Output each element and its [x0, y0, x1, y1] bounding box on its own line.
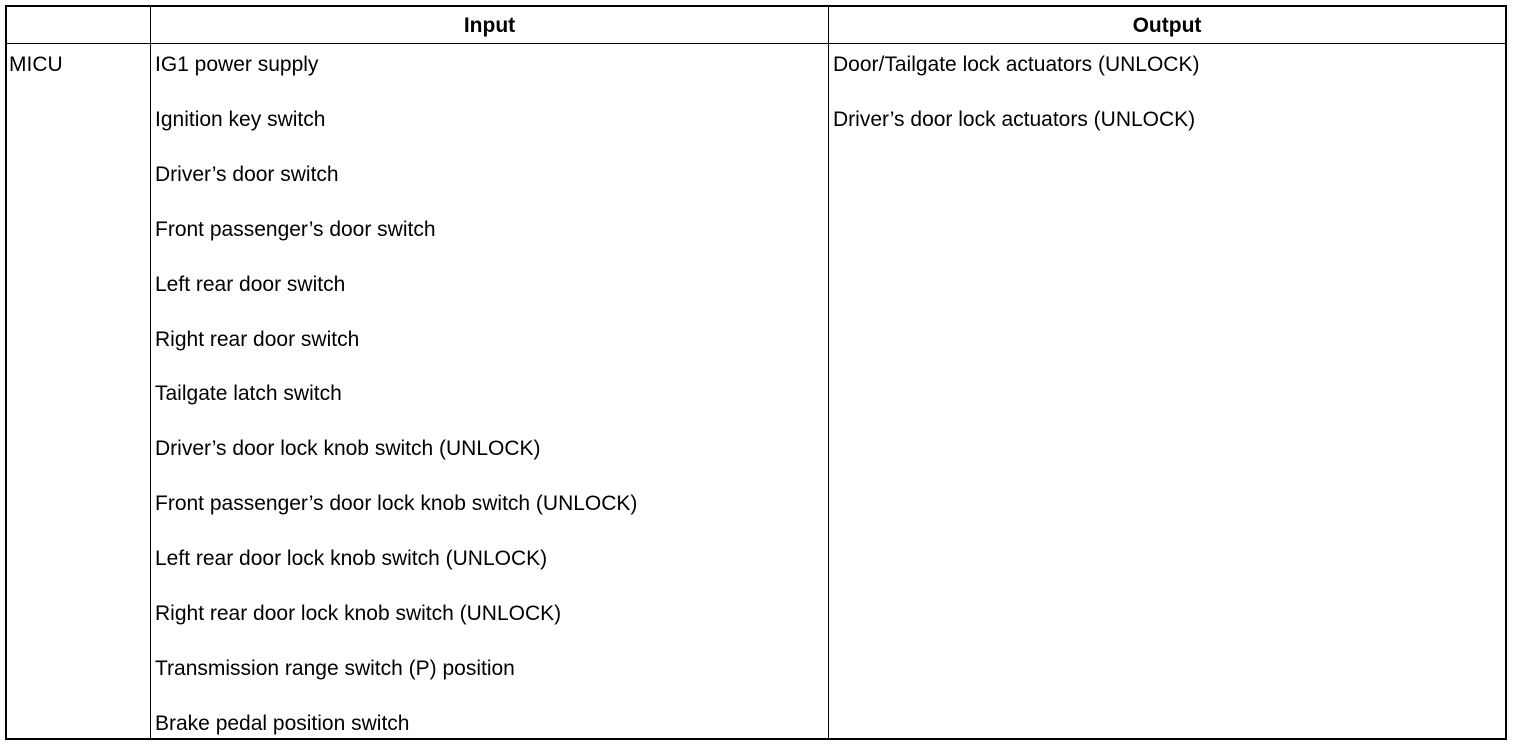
output-item: Driver’s door lock actuators (UNLOCK) — [833, 108, 1196, 131]
input-item: Front passenger’s door lock knob switch (UNLOCK) — [155, 492, 638, 515]
input-item: Brake pedal position switch — [155, 712, 410, 735]
header-divider — [7, 43, 1505, 44]
column-divider-2 — [828, 7, 829, 738]
component-name: MICU — [9, 53, 63, 76]
input-item: Driver’s door lock knob switch (UNLOCK) — [155, 437, 541, 460]
input-item: Right rear door lock knob switch (UNLOCK) — [155, 602, 562, 625]
input-item: Front passenger’s door switch — [155, 218, 436, 241]
input-item: Ignition key switch — [155, 108, 326, 131]
input-item: Transmission range switch (P) position — [155, 657, 515, 680]
io-table — [5, 5, 1507, 740]
output-item: Door/Tailgate lock actuators (UNLOCK) — [833, 53, 1200, 76]
input-item: Left rear door lock knob switch (UNLOCK) — [155, 547, 548, 570]
header-component — [7, 7, 150, 43]
input-item: Left rear door switch — [155, 273, 346, 296]
input-item: Tailgate latch switch — [155, 382, 342, 405]
header-input: Input — [463, 14, 516, 37]
header-output: Output — [1132, 14, 1202, 37]
input-item: IG1 power supply — [155, 53, 319, 76]
input-item: Right rear door switch — [155, 328, 360, 351]
input-item: Driver’s door switch — [155, 163, 339, 186]
column-divider-1 — [150, 7, 151, 738]
